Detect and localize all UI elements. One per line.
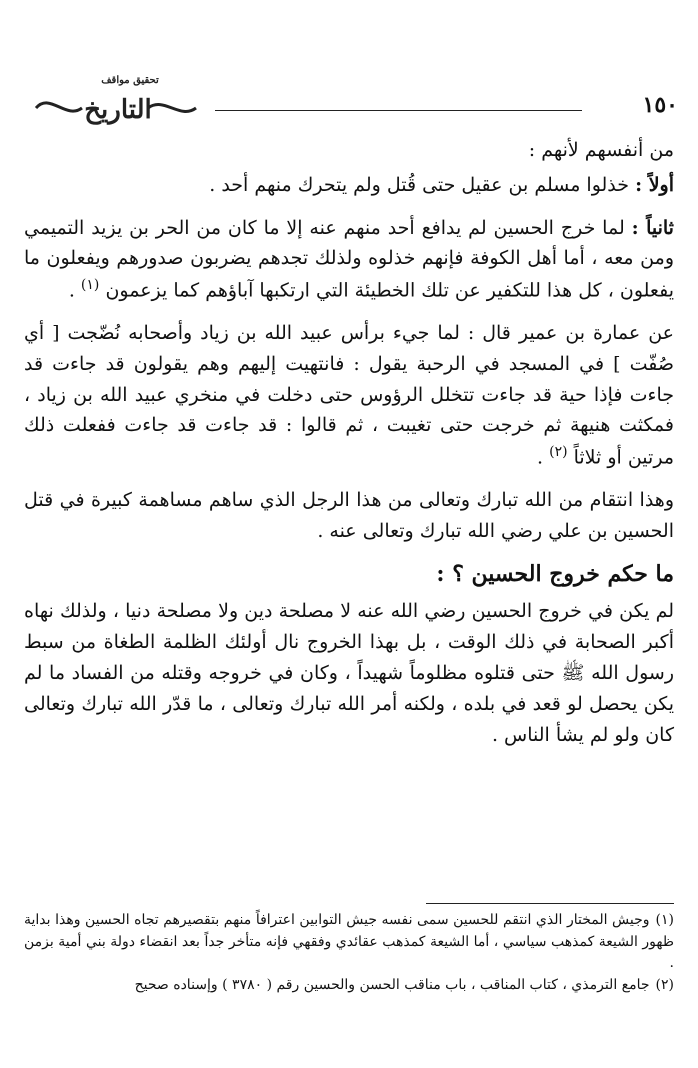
first-reason-text: خذلوا مسلم بن عقيل حتى قُتل ولم يتحرك منهم أحد . [209,173,630,196]
footnote-2 [24,975,674,997]
page-number: ١٥٠ [642,92,678,118]
narration-text: عن عمارة بن عمير قال : لما جيء برأس عبيد الله بن زياد وأصحابه نُضّجت [ أي صُفّت ] في المسجد في الرحبة يقول : فانتهيت إليهم وهم يقولون قد جاءت قد جاءت فإذا حية قد جاءت تتخلل الرؤوس حتى دخلت في منخري عبيد الله بن زياد ، فمكثت هنيهة ثم خرجت حتى تغيبت ، ثم قالوا : قد جاءت قد جاءت ففعلت ذلك مرتين أو ثلاثاً [24,322,675,469]
footnote-2-marker: (٢) [655,977,674,994]
paragraph-ruling: لم يكن في خروج الحسين رضي الله عنه لا مصلحة دين ولا مصلحة دنيا ، ولذلك نهاه أكبر الصحابة في ذلك الوقت ، بل بهذا الخروج نال أولئك الظلمة الطغاة من سبط رسول الله ﷺ حتى قتلوه مظلوماً شهيداً ، وكان في خروجه وقتله من الفساد ما لم يكن يحصل لو قعد في بلده ، ولكنه أمر الله تبارك وتعالى ، ما قدّر الله تبارك وتعالى كان ولو لم يشأ الناس . [24,600,674,746]
paragraph-narration [24,318,674,473]
first-label: أولاً : [635,173,674,196]
footnote-2-text: جامع الترمذي ، كتاب المناقب ، باب مناقب الحسن والحسين رقم ( ٣٧٨٠ ) وإسناده صحيح [134,977,650,994]
footnote-ref-1[interactable]: (١) [80,277,100,294]
page-header [20,58,678,138]
book-title-logo [30,68,200,138]
page-body [24,135,674,754]
footnote-1-marker: (١) [655,912,674,928]
footnotes [24,910,674,997]
narration-end: . [537,446,544,469]
paragraph-second-reason [24,213,674,307]
second-reason-end: . [68,279,75,302]
second-label: ثانياً : [631,216,674,239]
header-rule [215,110,582,111]
footnote-1 [24,910,674,975]
svg-text:التاريخ: التاريخ [84,95,152,125]
paragraph-revenge: وهذا انتقام من الله تبارك وتعالى من هذا الرجل الذي ساهم مساهمة كبيرة في قتل الحسين بن علي رضي الله تبارك وتعالى عنه . [24,489,674,543]
paragraph-first-reason [24,170,674,201]
section-heading: ما حكم خروج الحسين ؟ : [436,560,674,587]
svg-text:تحقيق مواقف: تحقيق مواقف [101,75,159,86]
second-reason-text: لما خرج الحسين لم يدافع أحد منهم عنه إلا ما كان من الحر بن يزيد التميمي ومن معه ، أما أهل الكوفة فإنهم خذلوه ولذلك تجدهم يضربون صدورهم ويفعلون ما يفعلون ، كل هذا للتكفير عن تلك الخطيئة التي ارتكبها آباؤهم كما يزعمون [24,216,675,302]
paragraph-intro: من أنفسهم لأنهم : [528,139,674,161]
footnote-ref-2[interactable]: (٢) [549,444,568,461]
footnote-1-text: وجيش المختار الذي انتقم للحسين سمى نفسه جيش التوابين اعترافاً منهم بتقصيرهم تجاه الحسين وهذا بداية ظهور الشيعة كمذهب سياسي ، أما الشيعة كمذهب عقائدي وفقهي فإنه متأخر جداً بعد انقضاء دولة بني أمية بزمن . [24,912,674,972]
footnote-separator [426,903,674,904]
